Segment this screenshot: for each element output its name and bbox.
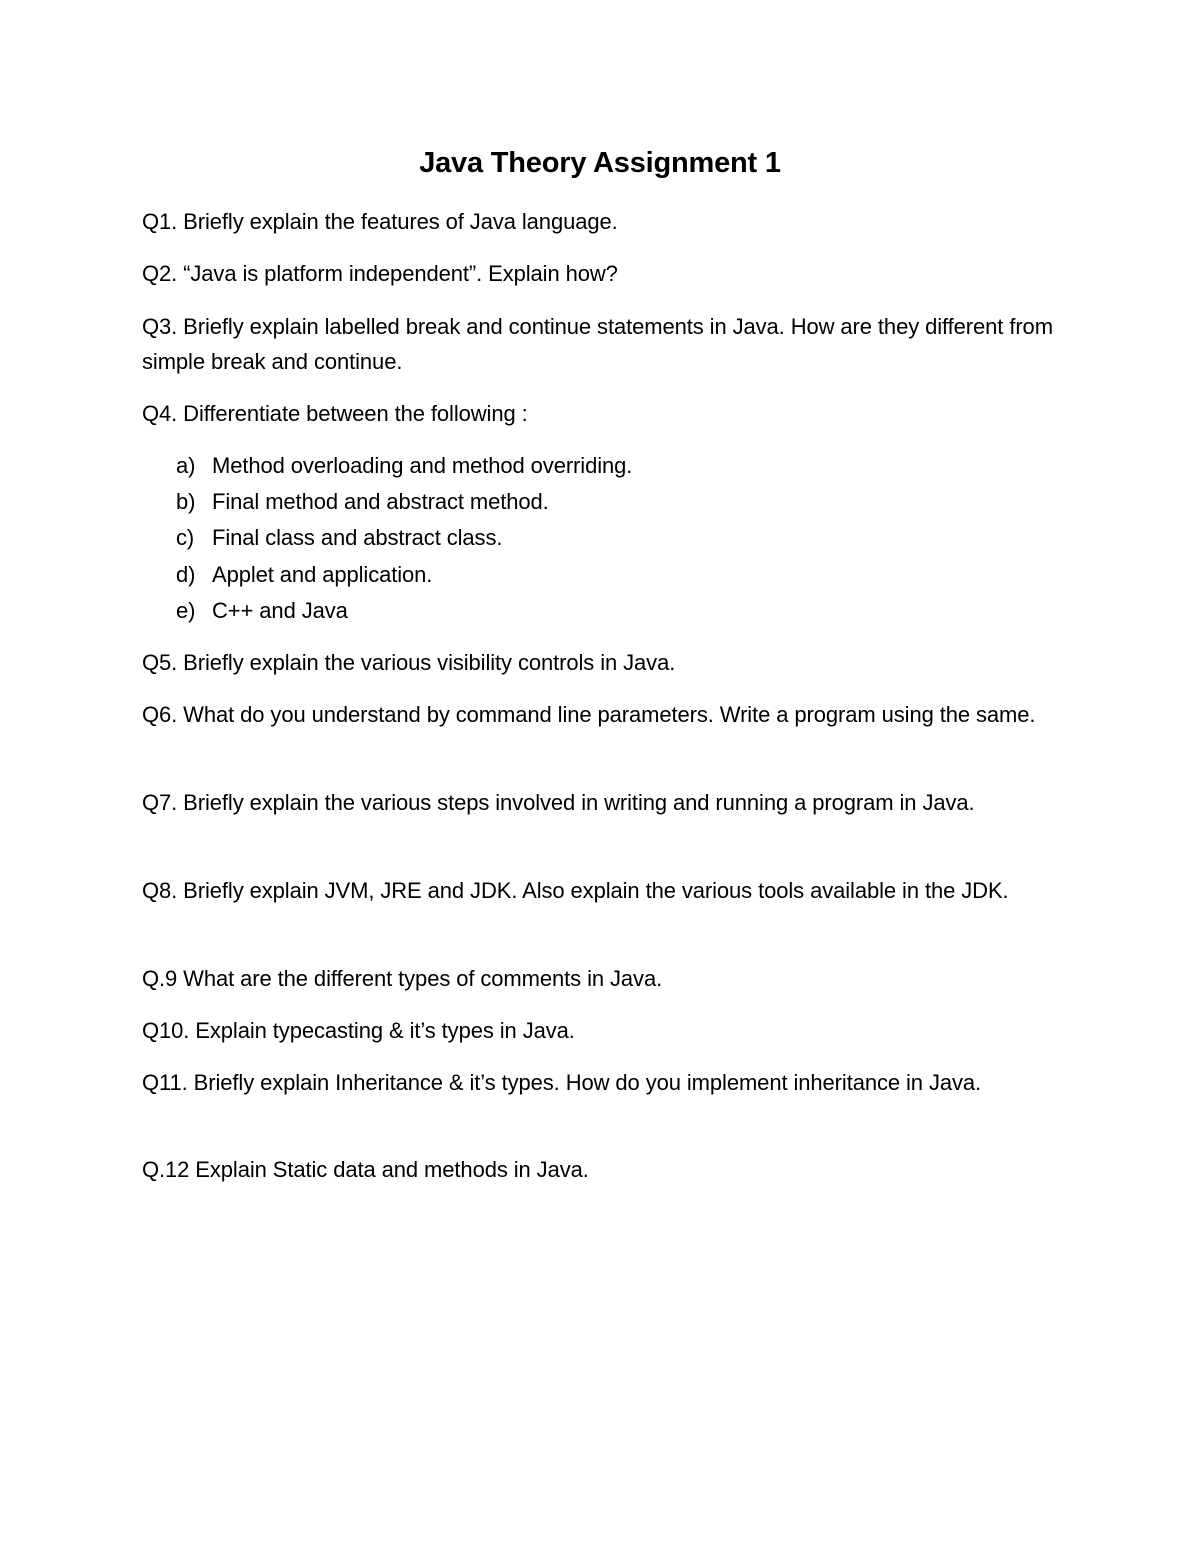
question-9: Q.9 What are the different types of comments in Java.	[142, 966, 663, 991]
q4-item-e	[176, 593, 1056, 628]
list-marker: a)	[176, 453, 196, 478]
question-11: Q11. Briefly explain Inheritance & it’s types. How do you implement inheritance in Java.	[142, 1070, 982, 1095]
list-item-text: Applet and application.	[212, 562, 433, 587]
list-marker: b)	[176, 489, 196, 514]
document-title: Java Theory Assignment 1	[419, 147, 781, 179]
question-1: Q1. Briefly explain the features of Java language.	[142, 209, 618, 234]
question-2: Q2. “Java is platform independent”. Explain how?	[142, 261, 618, 286]
question-7: Q7. Briefly explain the various steps involved in writing and running a program in Java.	[142, 790, 975, 815]
list-marker: e)	[176, 598, 196, 623]
list-item-text: C++ and Java	[212, 598, 348, 623]
list-marker: c)	[176, 525, 195, 550]
q4-item-a	[176, 448, 1056, 483]
q4-item-d	[176, 557, 1056, 592]
q4-item-b	[176, 484, 1056, 519]
question-8: Q8. Briefly explain JVM, JRE and JDK. Also explain the various tools available in the JDK.	[142, 878, 1009, 903]
list-item-text: Method overloading and method overriding.	[212, 453, 633, 478]
question-6: Q6. What do you understand by command line parameters. Write a program using the same.	[142, 702, 1036, 727]
question-10: Q10. Explain typecasting & it’s types in Java.	[142, 1018, 575, 1043]
list-item-text: Final method and abstract method.	[212, 489, 549, 514]
q4-item-c	[176, 520, 1056, 555]
question-12: Q.12 Explain Static data and methods in Java.	[142, 1157, 589, 1182]
question-4: Q4. Differentiate between the following :	[142, 401, 528, 426]
question-5: Q5. Briefly explain the various visibility controls in Java.	[142, 650, 676, 675]
question-3: Q3. Briefly explain labelled break and continue statements in Java. How are they different from simple break and continue.	[142, 314, 1053, 374]
list-marker: d)	[176, 562, 196, 587]
list-item-text: Final class and abstract class.	[212, 525, 503, 550]
